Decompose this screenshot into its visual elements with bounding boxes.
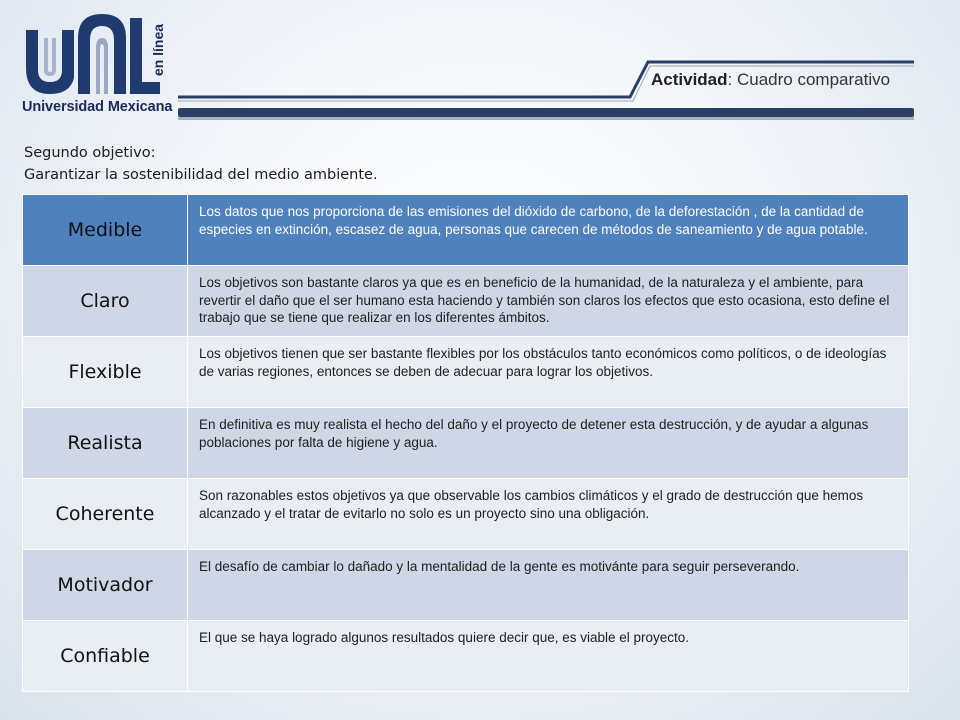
- criterion-cell: Realista: [23, 408, 188, 479]
- table-row: [23, 408, 909, 479]
- description-cell: Son razonables estos objetivos ya que observable los cambios climáticos y el grado de destrucción que hemos alcanzado y el tratar de evitarlo no solo es un proyecto sino una obligación.: [188, 479, 909, 550]
- description-cell: Los datos que nos proporciona de las emisiones del dióxido de carbono, de la deforestación , de la cantidad de especies en extinción, escasez de agua, personas que carecen de métodos de saneamiento y de agua potable.: [188, 195, 909, 266]
- criterion-cell: Flexible: [23, 337, 188, 408]
- activity-separator: :: [727, 70, 733, 89]
- comparison-table: [22, 194, 909, 692]
- logo-tagline: en línea: [150, 23, 167, 77]
- activity-label: Actividad: [651, 70, 728, 89]
- description-cell: Los objetivos tienen que ser bastante flexibles por los obstáculos tanto económicos como políticos, o de ideologías de varias regiones, entonces se deben de adecuar para lograr los objetivos.: [188, 337, 909, 408]
- table-row: [23, 266, 909, 337]
- objective-label: Segundo objetivo:: [24, 145, 156, 161]
- table-row: [23, 550, 909, 621]
- university-name: Universidad Mexicana: [22, 99, 173, 115]
- objective-text: Garantizar la sostenibilidad del medio ambiente.: [24, 167, 378, 183]
- description-cell: El que se haya logrado algunos resultados quiere decir que, es viable el proyecto.: [188, 621, 909, 692]
- activity-title: [651, 70, 890, 90]
- description-cell: El desafío de cambiar lo dañado y la mentalidad de la gente es motivánte para seguir perseverando.: [188, 550, 909, 621]
- criterion-cell: Claro: [23, 266, 188, 337]
- table-row: [23, 479, 909, 550]
- activity-name: Cuadro comparativo: [737, 70, 891, 89]
- criterion-cell: Confiable: [23, 621, 188, 692]
- table-row: [23, 621, 909, 692]
- criterion-cell: Motivador: [23, 550, 188, 621]
- description-cell: Los objetivos son bastante claros ya que es en beneficio de la humanidad, de la naturaleza y el ambiente, para revertir el daño que el ser humano esta haciendo y también son claros los efectos que esto ocasiona, esto define el trabajo que se tiene que realizar en los diferentes ámbitos.: [188, 266, 909, 337]
- criterion-cell: Coherente: [23, 479, 188, 550]
- criterion-cell: Medible: [23, 195, 188, 266]
- table-row: [23, 195, 909, 266]
- table-row: [23, 337, 909, 408]
- description-cell: En definitiva es muy realista el hecho del daño y el proyecto de detener esta destrucción, y de ayudar a algunas poblaciones por falta de higiene y agua.: [188, 408, 909, 479]
- objective-block: [24, 142, 378, 186]
